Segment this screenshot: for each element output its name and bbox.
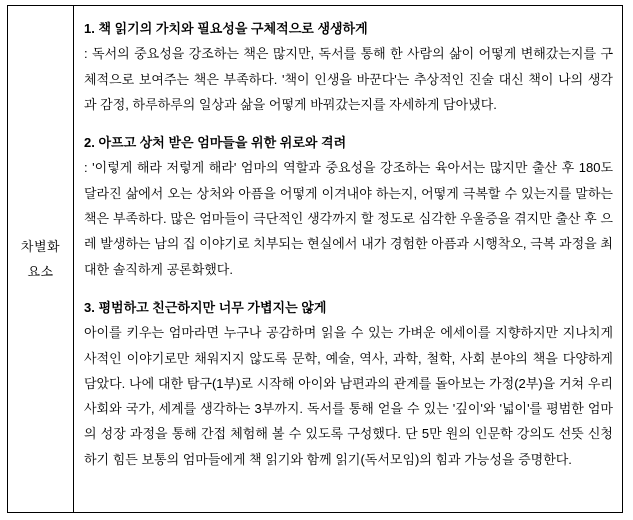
section-comfort-for-mothers xyxy=(84,130,613,282)
row-header-label-line-1: 차별화 xyxy=(20,239,61,254)
section-familiar-not-light xyxy=(84,295,613,472)
section-body-1: : 독서의 중요성을 강조하는 책은 많지만, 독서를 통해 한 사람의 삶이 어떻게 변해갔는지를 구체적으로 보여주는 책은 부족하다. '책이 인생을 바꾼다'는 추상적인 진술 대신 책이 나의 생각과 감정, 하루하루의 일상과 삶을 어떻게 바꿔갔는지를 자세하게 담아냈다. xyxy=(84,46,613,112)
section-heading-3: 3. 평범하고 친근하지만 너무 가볍지는 않게 xyxy=(84,299,327,315)
row-header-label-line-2: 요소 xyxy=(27,264,54,279)
section-reading-value xyxy=(84,16,613,117)
section-heading-1: 1. 책 읽기의 가치와 필요성을 구체적으로 생생하게 xyxy=(84,21,368,36)
section-body-2: : '이렇게 해라 저렇게 해라' 엄마의 역할과 중요성을 강조하는 육아서는 많지만 출산 후 180도 달라진 삶에서 오는 상처와 아픔을 어떻게 이겨내야 하는지, 어떻게 극복할 수 있는지를 말하는 책은 부족하다. 많은 엄마들이 극단적인 생각까지 할 정도로 심각한 우울증을 겪지만 출산 후 으레 발생하는 남의 집 이야기로 치부되는 현실에서 내가 경험한 아픔과 시행착오, 극복 과정을 최대한 솔직하게 공론화했다. xyxy=(84,160,613,277)
row-header-cell xyxy=(8,6,74,512)
section-heading-2: 2. 아프고 상처 받은 엄마들을 위한 위로와 격려 xyxy=(84,135,347,151)
section-body-3: 아이를 키우는 엄마라면 누구나 공감하며 읽을 수 있는 가벼운 에세이를 지향하지만 지나치게 사적인 이야기로만 채워지지 않도록 문학, 예술, 역사, 과학, 철학, 사회 분야의 책을 다양하게 담았다. 나에 대한 탐구(1부)로 시작해 아이와 남편과의 관계를 돌아보는 가정(2부)을 거쳐 우리 사회와 국가, 세계를 생각하는 3부까지. 독서를 통해 얻을 수 있는 '깊이'와 '넓이'를 평범한 엄마의 성장 과정을 통해 간접 체험해 볼 수 있도록 구성했다. 단 5만 원의 인문학 강의도 선뜻 신청하기 힘든 보통의 엄마들에게 책 읽기와 함께 읽기(독서모임)의 힘과 가능성을 증명한다. xyxy=(84,325,613,467)
content-cell xyxy=(74,6,622,512)
differentiation-table xyxy=(7,5,623,513)
